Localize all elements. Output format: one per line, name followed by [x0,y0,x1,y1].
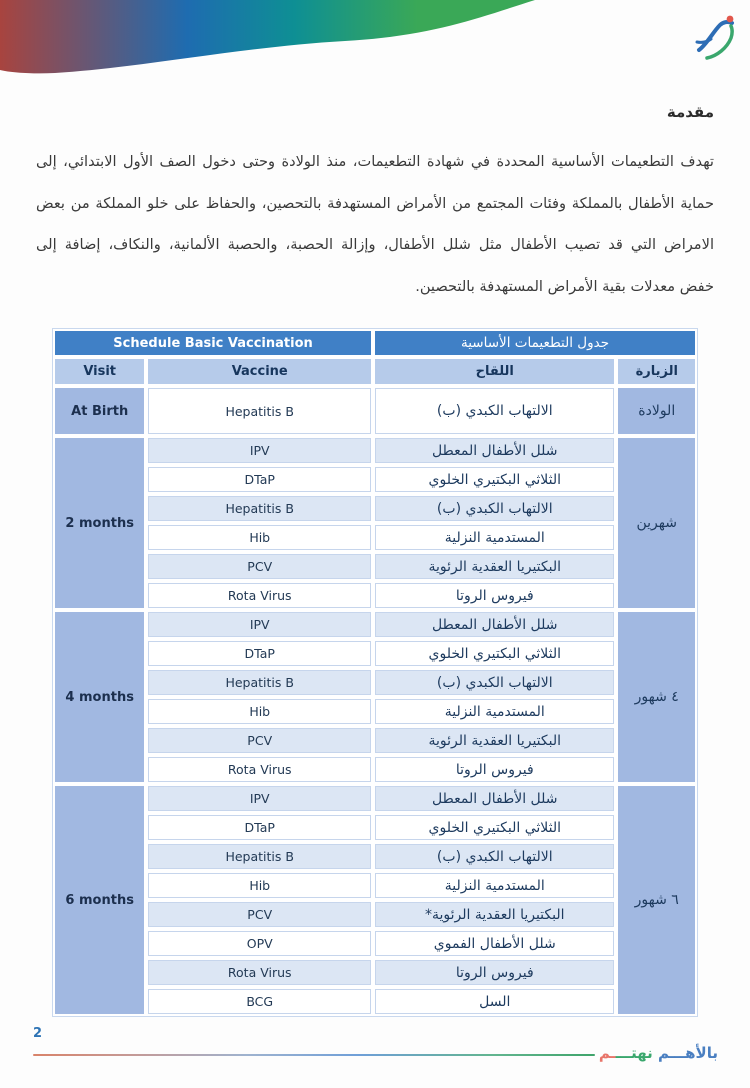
table-row [53,386,697,436]
vaccine-name-en: Hib [146,523,373,552]
vaccine-name-ar: فيروس الروتا [373,581,616,610]
wordmark-part: ـم [598,1044,616,1062]
vaccine-name-ar: الالتهاب الكبدي (ب) [373,668,616,697]
visit-group-cell-en: 2 months [53,436,146,610]
table-row [53,726,697,755]
vaccine-name-en: BCG [146,987,373,1016]
table-row [53,523,697,552]
paragraph-line: الامراض التي قد تصيب الأطفال مثل شلل الأطفال، وإزالة الحصبة، والحصبة الألمانية، والنكاف، إضافة إلى [36,236,714,253]
vaccine-name-ar: الالتهاب الكبدي (ب) [373,842,616,871]
vaccine-name-en: Hepatitis B [146,842,373,871]
table-row [53,958,697,987]
column-header-visit-ar: الزيارة [616,357,697,386]
vaccine-name-ar: الثلاثي البكتيري الخلوي [373,465,616,494]
vaccination-schedule-table-wrap [52,328,698,1017]
vaccine-name-ar: الالتهاب الكبدي (ب) [373,494,616,523]
visit-group-cell-ar: الولادة [616,386,697,436]
vaccine-name-en: OPV [146,929,373,958]
table-row [53,813,697,842]
column-header-vaccine-en: Vaccine [146,357,373,386]
table-row [53,436,697,465]
visit-group-cell-en: At Birth [53,386,146,436]
table-title-english: Schedule Basic Vaccination [53,329,373,357]
vaccine-name-ar: الثلاثي البكتيري الخلوي [373,813,616,842]
vaccine-name-ar: شلل الأطفال الفموي [373,929,616,958]
table-row [53,639,697,668]
table-row [53,929,697,958]
table-title-arabic: جدول التطعيمات الأساسية [373,329,697,357]
page-number: 2 [33,1026,43,1041]
visit-group-cell-ar: ٦ شهور [616,784,697,1016]
vaccine-name-ar: شلل الأطفال المعطل [373,784,616,813]
column-header-visit-en: Visit [53,357,146,386]
section-title: مقدمة [666,103,714,121]
footer-wordmark [599,1044,718,1062]
table-row [53,668,697,697]
vaccine-name-en: Rota Virus [146,755,373,784]
vaccine-name-en: Hepatitis B [146,494,373,523]
wordmark-part: نهتـــ [615,1044,659,1062]
visit-group-cell-ar: ٤ شهور [616,610,697,784]
footer-divider-line [33,1054,595,1056]
table-row [53,987,697,1016]
table-row [53,871,697,900]
vaccine-name-ar: فيروس الروتا [373,755,616,784]
table-row [53,552,697,581]
table-row [53,755,697,784]
table-row [53,610,697,639]
vaccine-name-en: IPV [146,436,373,465]
visit-group-cell-en: 4 months [53,610,146,784]
vaccine-name-en: Hepatitis B [146,386,373,436]
intro-paragraph [36,141,714,307]
vaccine-name-ar: الالتهاب الكبدي (ب) [373,386,616,436]
vaccine-name-en: Hib [146,871,373,900]
table-header-row [53,357,697,386]
column-header-vaccine-ar: اللقاح [373,357,616,386]
table-row [53,842,697,871]
table-row [53,900,697,929]
vaccine-name-ar: الثلاثي البكتيري الخلوي [373,639,616,668]
vaccination-schedule-table [52,328,698,1017]
visit-group-cell-en: 6 months [53,784,146,1016]
vaccine-name-en: PCV [146,552,373,581]
vaccine-name-ar: شلل الأطفال المعطل [373,436,616,465]
vaccine-name-en: PCV [146,726,373,755]
vaccine-name-en: PCV [146,900,373,929]
paragraph-line: خفض معدلات بقية الأمراض المستهدفة بالتحصين. [415,277,714,295]
vaccine-name-ar: شلل الأطفال المعطل [373,610,616,639]
table-row [53,581,697,610]
vaccine-name-en: Rota Virus [146,581,373,610]
table-row [53,465,697,494]
vaccination-table-body [53,386,697,1016]
vaccine-name-en: Hib [146,697,373,726]
table-title-row [53,329,697,357]
vaccine-name-en: IPV [146,610,373,639]
vaccine-name-ar: المستدمية النزلية [373,871,616,900]
visit-group-cell-ar: شهرين [616,436,697,610]
vaccine-name-ar: البكتيريا العقدية الرئوية [373,726,616,755]
vaccine-name-en: Rota Virus [146,958,373,987]
vaccine-name-ar: البكتيريا العقدية الرئوية* [373,900,616,929]
vaccine-name-ar: المستدمية النزلية [373,697,616,726]
vaccine-name-en: DTaP [146,813,373,842]
table-row [53,494,697,523]
vaccine-name-en: DTaP [146,639,373,668]
wordmark-part: بالأهـــم [658,1044,718,1062]
vaccine-name-ar: المستدمية النزلية [373,523,616,552]
vaccine-name-ar: البكتيريا العقدية الرئوية [373,552,616,581]
vaccine-name-ar: السل [373,987,616,1016]
vaccine-name-ar: فيروس الروتا [373,958,616,987]
table-row [53,697,697,726]
vaccine-name-en: DTaP [146,465,373,494]
paragraph-line: حماية الأطفال بالمملكة وفئات المجتمع من الأمراض المستهدفة بالتحصين، والحفاظ على خلو المملكة من بعض [36,194,714,212]
paragraph-line: تهدف التطعيمات الأساسية المحددة في شهادة التطعيمات، منذ الولادة وحتى دخول الصف الأول الابتدائي، إلى [36,153,714,170]
table-row [53,784,697,813]
vaccine-name-en: Hepatitis B [146,668,373,697]
vaccine-name-en: IPV [146,784,373,813]
page-footer [0,1018,750,1088]
